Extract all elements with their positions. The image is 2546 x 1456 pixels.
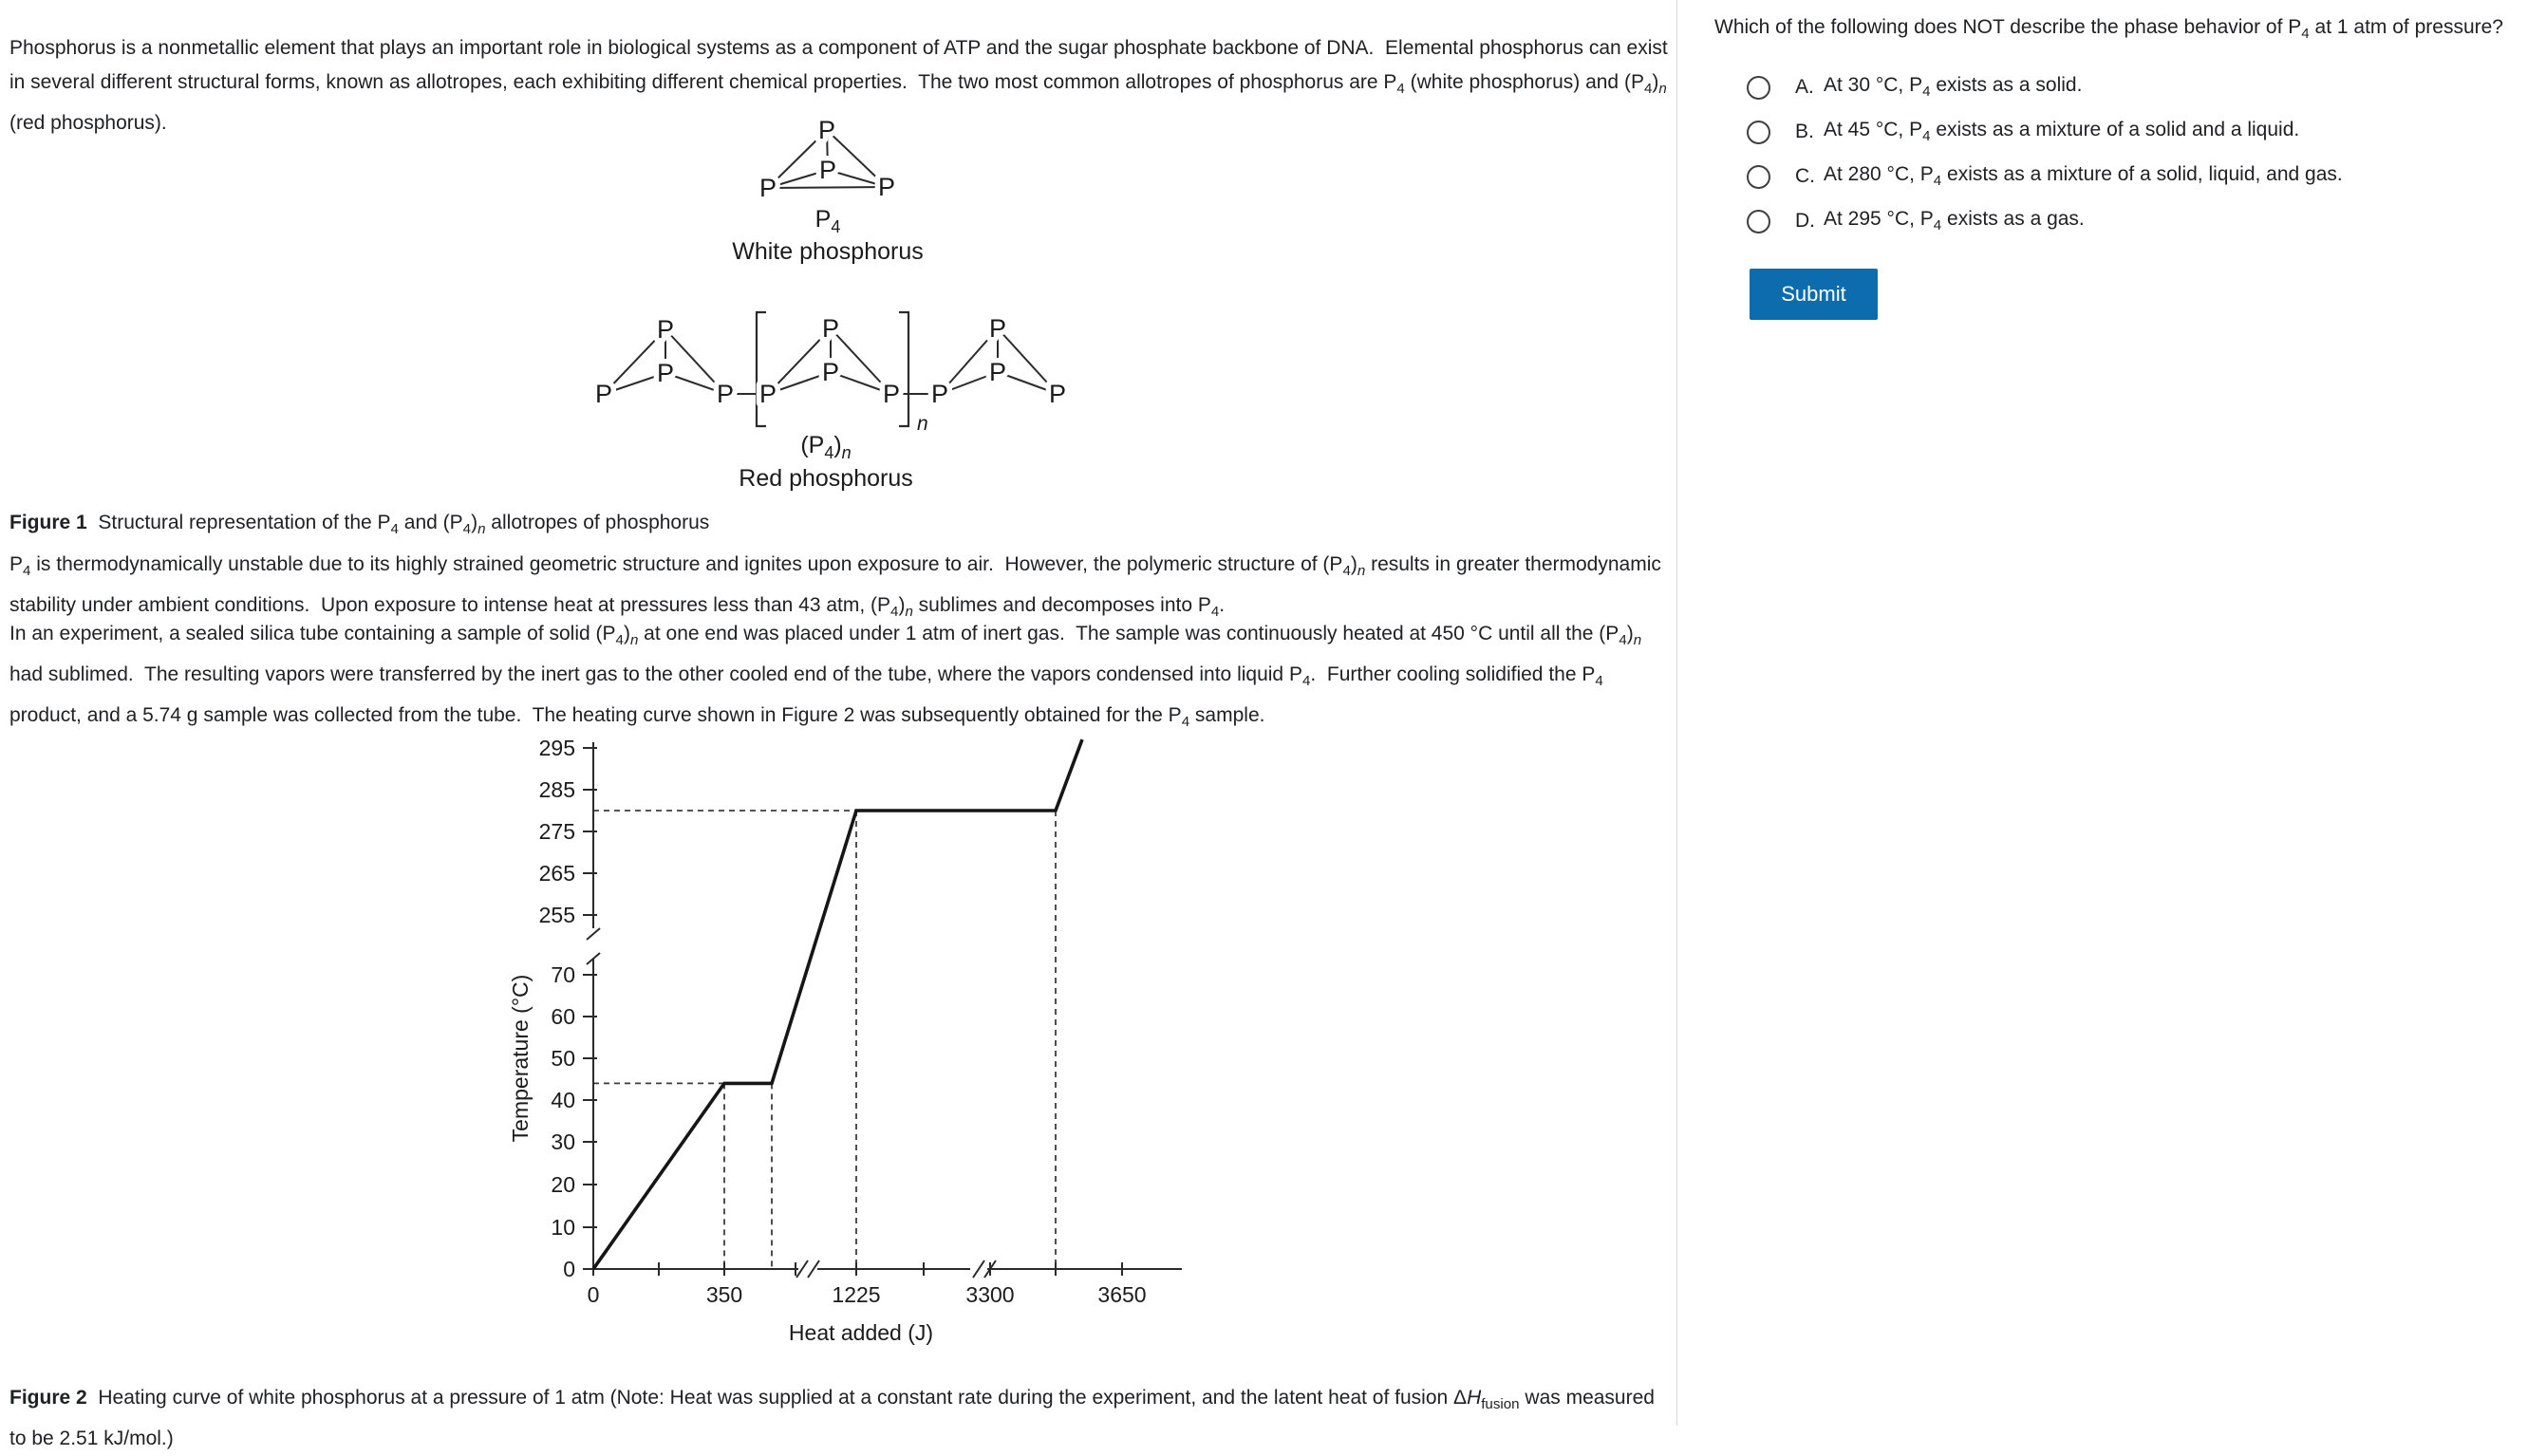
atom-label: P (818, 156, 837, 184)
y-tick-label: 285 (538, 777, 575, 802)
passage-paragraph-2: $P_4$ is thermodynamically unstable due to its highly strained geometric structure and ignites upon exposure to air. However, the polymeric structure of $(P_4)_n$ results in greater thermodynamic stability under ambient conditions. Upon exposure to intense heat at pressures less than 43 atm, $(P_4)_n$ sublimes and decomposes into $P_4$. (9, 553, 1667, 621)
y-axis-title: Temperature (°C) (508, 974, 533, 1143)
figure2-caption-text: Heating curve of white phosphorus at a pressure of 1 atm (Note: Heat was supplied at a constant rate during the experiment, and the latent heat of fusion $\Delta H_{fusion}$ was measured to be 2.51 kJ/mol.) (9, 1387, 1660, 1450)
atom-label: P (877, 173, 896, 201)
option-text-d: At 295 °C, $P_4$ exists as a gas. (1824, 208, 2085, 234)
y-tick-label: 40 (551, 1088, 575, 1112)
radio-option-b[interactable] (1747, 121, 1770, 144)
y-tick-label: 255 (538, 903, 575, 927)
x-tick-label: 1225 (832, 1282, 881, 1307)
option-row-d[interactable] (1747, 207, 2085, 235)
figure2-caption-label: Figure 2 (9, 1387, 87, 1409)
passage-paragraph-3: In an experiment, a sealed silica tube containing a sample of solid $(P_4)_n$ at one end was placed under 1 atm of inert gas. The sample was continuously heated at 450 °C until all the $(P_4)_n$ had sublimed. The resulting vapors were transferred by the inert gas to the other cooled end of the tube, where the vapors condensed into liquid $P_4$. Further cooling solidified the $P_4$ product, and a 5.74 g sample was collected from the tube. The heating curve shown in Figure 2 was subsequently obtained for the $P_4$ sample. (9, 623, 1647, 731)
option-letter-a: A. (1795, 76, 1814, 98)
y-tick-label: 265 (538, 861, 575, 886)
figure2-chart (508, 721, 1201, 1386)
bracket-subscript: n (917, 413, 928, 435)
radio-option-c[interactable] (1747, 165, 1770, 189)
white-phosphorus-formula: $P_4$ (814, 206, 841, 236)
question-prompt: Which of the following does NOT describe the phase behavior of $P_4$ at 1 atm of pressure? (1714, 16, 2503, 43)
atom-label: P (656, 315, 675, 344)
option-letter-c: C. (1795, 165, 1815, 187)
atom-label: P (716, 380, 735, 408)
x-tick-label: 0 (587, 1282, 600, 1307)
white-phosphorus-name: White phosphorus (732, 238, 924, 265)
atom-label: P (882, 380, 901, 408)
option-letter-b: B. (1795, 121, 1814, 142)
atom-label: P (656, 359, 675, 387)
option-letter-d: D. (1795, 210, 1815, 232)
y-tick-label: 30 (551, 1129, 575, 1154)
y-tick-label: 275 (538, 819, 575, 844)
atom-label: P (817, 116, 836, 144)
figure1-caption-text: Structural representation of the $P_4$ and $(P_4)_n$ allotropes of phosphorus (86, 512, 710, 538)
bond-line (768, 187, 887, 188)
red-phosphorus-name: Red phosphorus (739, 465, 913, 492)
atom-label: P (930, 380, 949, 408)
option-row-c[interactable] (1747, 162, 2343, 191)
atom-label: P (594, 380, 613, 408)
y-tick-label: 0 (563, 1257, 575, 1281)
atom-label: P (821, 358, 840, 386)
radio-option-d[interactable] (1747, 210, 1770, 233)
atom-label: P (1048, 380, 1067, 408)
red-phosphorus-formula: $(P_4)_n$ (800, 432, 852, 462)
left-bracket (757, 312, 766, 426)
atom-label: P (758, 380, 777, 408)
y-tick-label: 10 (551, 1215, 575, 1240)
x-axis-break-mark (973, 1260, 984, 1278)
atom-label: P (988, 314, 1007, 343)
y-tick-label: 50 (551, 1046, 575, 1071)
option-text-c: At 280 °C, $P_4$ exists as a mixture of a solid, liquid, and gas. (1824, 163, 2343, 190)
option-row-a[interactable] (1747, 73, 2082, 102)
y-axis-break-mark (587, 928, 600, 940)
figure2-caption (9, 1381, 1673, 1456)
atom-label: P (821, 314, 840, 343)
y-tick-label: 60 (551, 1004, 575, 1029)
panel-divider (1676, 0, 1677, 1426)
y-tick-label: 295 (538, 736, 575, 760)
x-tick-label: 3300 (965, 1282, 1015, 1307)
y-tick-label: 20 (551, 1172, 575, 1197)
submit-button[interactable]: Submit (1750, 269, 1878, 320)
radio-option-a[interactable] (1747, 76, 1770, 100)
x-tick-label: 3650 (1097, 1282, 1147, 1307)
figure1-caption-label: Figure 1 (9, 512, 87, 533)
passage-paragraph-1: Phosphorus is a nonmetallic element that plays an important role in biological systems as a component of ATP and the sugar phosphate backbone of DNA. Elemental phosphorus can exist in several different structural forms, known as allotropes, each exhibiting different chemical properties. The two most common allotropes of phosphorus are $P_4$ (white phosphorus) and $(P_4)_n$ (red phosphorus). (9, 37, 1674, 135)
heating-curve-line (593, 739, 1082, 1269)
x-tick-label: 350 (705, 1282, 743, 1307)
figure1-structures (532, 100, 1158, 441)
option-text-b: At 45 °C, $P_4$ exists as a mixture of a solid and a liquid. (1824, 119, 2300, 145)
x-axis-title: Heat added (J) (788, 1320, 934, 1345)
option-row-b[interactable] (1747, 118, 2299, 146)
atom-label: P (758, 174, 777, 202)
y-tick-label: 70 (551, 962, 575, 987)
figure1-caption (9, 506, 1673, 547)
option-text-a: At 30 °C, $P_4$ exists as a solid. (1824, 74, 2083, 101)
atom-label: P (988, 358, 1007, 386)
right-bracket (899, 312, 908, 426)
